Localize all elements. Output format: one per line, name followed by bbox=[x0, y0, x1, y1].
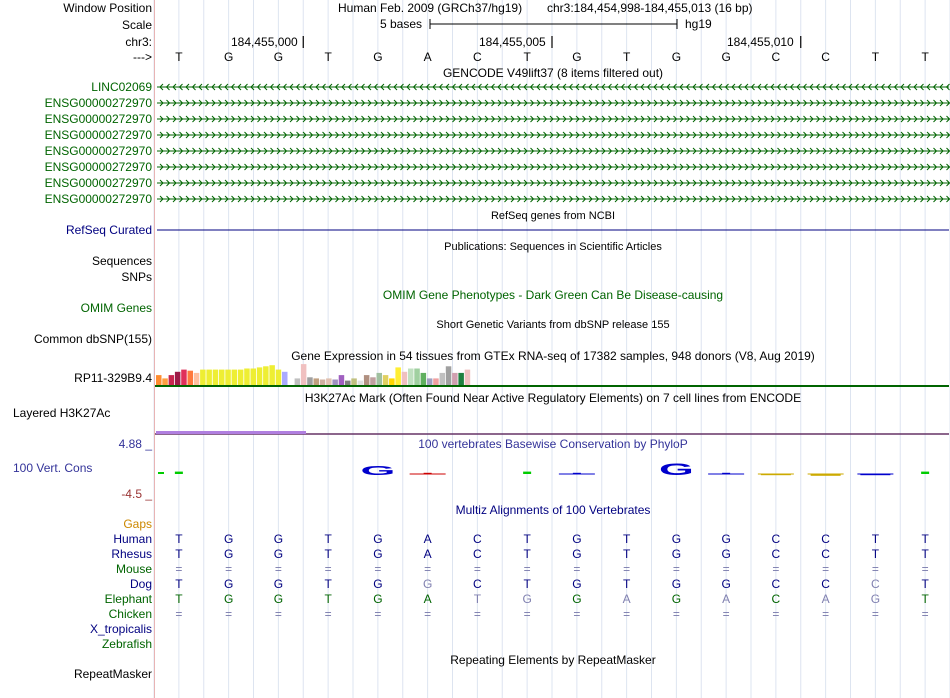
alignment-base: T bbox=[622, 577, 631, 591]
alignment-base: G bbox=[223, 532, 234, 546]
chrom-label: chr3: bbox=[125, 35, 152, 49]
position-text[interactable]: chr3:184,454,998-184,455,013 (16 bp) bbox=[547, 1, 753, 15]
gtex-bar bbox=[383, 375, 389, 385]
conservation-bar bbox=[158, 472, 164, 474]
reference-base: G bbox=[373, 50, 383, 64]
conservation-logo-letter: G bbox=[360, 463, 396, 478]
alignment-base: G bbox=[721, 547, 731, 561]
gtex-bar bbox=[389, 378, 395, 385]
gtex-bar bbox=[307, 377, 313, 385]
reference-base: T bbox=[523, 50, 531, 64]
alignment-base: = bbox=[772, 562, 780, 576]
alignment-base: T bbox=[175, 547, 183, 561]
alignment-base: A bbox=[622, 592, 631, 606]
gtex-bar bbox=[251, 369, 257, 386]
publications-track-title[interactable]: Publications: Sequences in Scientific Articles bbox=[444, 241, 662, 253]
gtex-bar bbox=[219, 370, 225, 385]
gtex-bar bbox=[440, 373, 446, 385]
alignment-base: = bbox=[921, 562, 929, 576]
alignment-base: T bbox=[324, 592, 332, 606]
gtex-bar bbox=[351, 378, 357, 385]
alignment-base: = bbox=[225, 562, 233, 576]
alignment-base: = bbox=[722, 607, 730, 621]
publications-snps-label[interactable]: SNPs bbox=[121, 270, 152, 284]
gtex-bar bbox=[364, 375, 370, 385]
dbsnp-track-title[interactable]: Short Genetic Variants from dbSNP release 155 bbox=[436, 319, 670, 331]
gencode-track-title[interactable]: GENCODE V49lift37 (8 items filtered out) bbox=[442, 66, 664, 80]
gtex-label[interactable]: RP11-329B9.4 bbox=[74, 371, 152, 385]
alignment-base: = bbox=[573, 607, 581, 621]
gtex-bar bbox=[213, 370, 219, 385]
alignment-base: T bbox=[523, 532, 531, 546]
gtex-bar bbox=[257, 367, 263, 385]
alignment-base: = bbox=[324, 607, 332, 621]
h3k27ac-signal bbox=[156, 431, 306, 434]
tick-label-2: 184,455,005 bbox=[479, 35, 546, 49]
alignment-base: G bbox=[373, 592, 383, 606]
alignment-base: = bbox=[473, 562, 481, 576]
gencode-item-label[interactable]: ENSG00000272970 bbox=[44, 144, 152, 158]
gtex-bar bbox=[206, 370, 212, 385]
alignment-base: G bbox=[273, 592, 284, 606]
publications-sequences-label[interactable]: Sequences bbox=[91, 254, 152, 268]
gencode-item-label[interactable]: ENSG00000272970 bbox=[44, 160, 152, 174]
alignment-base: = bbox=[921, 607, 929, 621]
gtex-bar bbox=[452, 373, 458, 385]
conservation-track-title[interactable]: 100 vertebrates Basewise Conservation by PhyloP bbox=[418, 437, 688, 451]
alignment-base: = bbox=[424, 562, 432, 576]
alignment-base: G bbox=[422, 577, 433, 591]
gtex-bar bbox=[402, 372, 408, 385]
dbsnp-label[interactable]: Common dbSNP(155) bbox=[33, 332, 152, 346]
alignment-base: T bbox=[175, 592, 183, 606]
alignment-base: = bbox=[274, 607, 282, 621]
alignment-base: G bbox=[572, 547, 582, 561]
repeatmasker-label[interactable]: RepeatMasker bbox=[73, 667, 152, 681]
reference-base: T bbox=[175, 50, 183, 64]
tick-label-1: 184,455,000 bbox=[231, 35, 298, 49]
refseq-track-title[interactable]: RefSeq genes from NCBI bbox=[490, 210, 616, 222]
species-label[interactable]: Elephant bbox=[104, 592, 152, 606]
gtex-bar bbox=[314, 378, 320, 385]
conservation-max: 4.88 _ bbox=[118, 437, 152, 451]
gtex-bar bbox=[276, 370, 282, 385]
gencode-item-label[interactable]: ENSG00000272970 bbox=[44, 112, 152, 126]
conservation-label[interactable]: 100 Vert. Cons bbox=[13, 461, 93, 475]
alignment-base: C bbox=[771, 592, 781, 606]
gencode-item-label[interactable]: ENSG00000272970 bbox=[44, 96, 152, 110]
label-divider bbox=[154, 0, 155, 698]
alignment-base: G bbox=[671, 592, 682, 606]
alignment-base: = bbox=[274, 562, 282, 576]
alignment-base: T bbox=[523, 547, 531, 561]
reference-base: C bbox=[771, 50, 781, 64]
gtex-bar bbox=[339, 375, 345, 385]
alignment-base: T bbox=[622, 532, 631, 546]
alignment-base: = bbox=[722, 562, 730, 576]
gtex-bar bbox=[175, 372, 181, 385]
reference-base: G bbox=[671, 50, 682, 64]
h3k27ac-track-title[interactable]: H3K27Ac Mark (Often Found Near Active Regulatory Elements) on 7 cell lines from ENCODE bbox=[304, 391, 802, 405]
conservation-bar bbox=[175, 472, 183, 474]
reference-base: A bbox=[423, 50, 432, 64]
alignment-base: T bbox=[473, 592, 482, 606]
alignment-base: A bbox=[722, 592, 731, 606]
alignment-base: = bbox=[225, 607, 233, 621]
alignment-base: G bbox=[273, 577, 284, 591]
alignment-base: G bbox=[373, 532, 383, 546]
reference-base: T bbox=[324, 50, 332, 64]
alignment-base: C bbox=[821, 577, 830, 591]
alignment-base: = bbox=[473, 607, 481, 621]
scale-db: hg19 bbox=[685, 17, 712, 31]
gencode-item-label[interactable]: ENSG00000272970 bbox=[44, 192, 152, 206]
alignment-base: C bbox=[771, 577, 781, 591]
gtex-bar bbox=[156, 375, 162, 385]
alignment-base: = bbox=[623, 562, 631, 576]
alignment-base: = bbox=[822, 607, 830, 621]
species-label[interactable]: Mouse bbox=[115, 562, 152, 576]
alignment-base: T bbox=[871, 547, 880, 561]
alignment-base: = bbox=[822, 562, 830, 576]
gtex-bar bbox=[181, 370, 187, 385]
alignment-base: = bbox=[175, 607, 183, 621]
alignment-base: G bbox=[273, 547, 284, 561]
alignment-base: T bbox=[175, 577, 183, 591]
alignment-base: G bbox=[671, 547, 682, 561]
repeatmasker-track-title[interactable]: Repeating Elements by RepeatMasker bbox=[450, 653, 656, 667]
gtex-bar bbox=[232, 370, 238, 385]
reference-base: T bbox=[921, 50, 929, 64]
gtex-bar bbox=[395, 367, 401, 385]
reference-base: G bbox=[273, 50, 284, 64]
conservation-bar bbox=[523, 472, 531, 474]
alignment-base: = bbox=[871, 607, 879, 621]
alignment-base: A bbox=[423, 592, 432, 606]
gtex-bar bbox=[162, 378, 168, 385]
alignment-base: G bbox=[572, 577, 582, 591]
alignment-base: T bbox=[324, 577, 332, 591]
scale-text: 5 bases bbox=[380, 17, 423, 31]
gtex-bar bbox=[295, 378, 301, 385]
alignment-base: C bbox=[473, 532, 482, 546]
strand-label: ---> bbox=[133, 50, 152, 64]
alignment-base: = bbox=[523, 562, 531, 576]
alignment-base: A bbox=[423, 547, 432, 561]
alignment-base: = bbox=[374, 562, 382, 576]
scale-label: Scale bbox=[121, 18, 152, 32]
alignment-base: C bbox=[871, 577, 880, 591]
gtex-bar bbox=[377, 373, 383, 385]
gaps-label[interactable]: Gaps bbox=[123, 517, 152, 531]
alignment-base: G bbox=[522, 592, 532, 606]
alignment-base: = bbox=[324, 562, 332, 576]
reference-base: G bbox=[223, 50, 234, 64]
reference-base: C bbox=[821, 50, 830, 64]
gtex-bar bbox=[332, 380, 338, 386]
gtex-bar bbox=[188, 371, 194, 385]
species-label[interactable]: Rhesus bbox=[111, 547, 152, 561]
gencode-item-label[interactable]: LINC02069 bbox=[91, 80, 152, 94]
conservation-min: -4.5 _ bbox=[121, 487, 152, 501]
reference-base: G bbox=[572, 50, 582, 64]
alignment-base: C bbox=[473, 577, 482, 591]
gtex-bar bbox=[465, 370, 471, 385]
gencode-item-label[interactable]: ENSG00000272970 bbox=[44, 128, 152, 142]
tick-label-3: 184,455,010 bbox=[727, 35, 794, 49]
omim-track-title[interactable]: OMIM Gene Phenotypes - Dark Green Can Be Disease-causing bbox=[382, 288, 724, 302]
species-label[interactable]: Chicken bbox=[108, 607, 152, 621]
alignment-base: C bbox=[473, 547, 482, 561]
alignment-base: G bbox=[572, 532, 582, 546]
gtex-bar bbox=[169, 375, 175, 385]
alignment-base: T bbox=[921, 547, 929, 561]
reference-base: T bbox=[622, 50, 631, 64]
gtex-bar bbox=[282, 372, 288, 385]
conservation-logo-letter: G bbox=[658, 460, 694, 480]
omim-label[interactable]: OMIM Genes bbox=[80, 301, 152, 315]
gtex-bar bbox=[320, 380, 326, 386]
species-label[interactable]: X_tropicalis bbox=[89, 622, 152, 636]
alignment-base: A bbox=[821, 592, 830, 606]
gtex-bar bbox=[263, 366, 269, 385]
gtex-bar bbox=[446, 366, 452, 385]
gtex-bar bbox=[225, 370, 231, 385]
alignment-base: C bbox=[821, 547, 830, 561]
alignment-base: G bbox=[721, 577, 731, 591]
alignment-base: T bbox=[921, 577, 929, 591]
alignment-base: G bbox=[373, 547, 383, 561]
reference-base: C bbox=[473, 50, 482, 64]
gtex-bar bbox=[433, 378, 439, 385]
alignment-base: G bbox=[671, 532, 682, 546]
gtex-bar bbox=[200, 370, 206, 385]
gtex-bar bbox=[238, 370, 244, 385]
alignment-base: = bbox=[772, 607, 780, 621]
gencode-item-label[interactable]: ENSG00000272970 bbox=[44, 176, 152, 190]
alignment-base: T bbox=[921, 592, 929, 606]
alignment-base: T bbox=[175, 532, 183, 546]
gtex-track-title[interactable]: Gene Expression in 54 tissues from GTEx RNA-seq of 17382 samples, 948 donors (V8, Aug 2019) bbox=[291, 349, 815, 363]
alignment-base: = bbox=[672, 562, 680, 576]
gtex-bar bbox=[421, 373, 427, 385]
multiz-track-title[interactable]: Multiz Alignments of 100 Vertebrates bbox=[455, 503, 651, 517]
alignment-base: G bbox=[223, 592, 234, 606]
alignment-base: = bbox=[424, 607, 432, 621]
gtex-bar bbox=[244, 369, 250, 386]
alignment-base: G bbox=[223, 577, 234, 591]
alignment-base: G bbox=[273, 532, 284, 546]
alignment-base: = bbox=[175, 562, 183, 576]
window-position-label: Window Position bbox=[63, 1, 152, 15]
conservation-bar bbox=[921, 472, 929, 474]
alignment-base: G bbox=[870, 592, 881, 606]
gtex-bar bbox=[414, 369, 420, 386]
refseq-label[interactable]: RefSeq Curated bbox=[65, 223, 152, 237]
h3k27ac-label[interactable]: Layered H3K27Ac bbox=[13, 406, 111, 420]
gtex-bar bbox=[269, 365, 275, 385]
gtex-bar bbox=[345, 381, 351, 385]
alignment-base: G bbox=[572, 592, 582, 606]
alignment-base: = bbox=[523, 607, 531, 621]
alignment-base: C bbox=[771, 532, 781, 546]
alignment-base: = bbox=[871, 562, 879, 576]
alignment-base: C bbox=[821, 532, 830, 546]
gtex-bar bbox=[358, 381, 364, 385]
alignment-base: G bbox=[721, 532, 731, 546]
reference-base: G bbox=[721, 50, 731, 64]
alignment-base: = bbox=[573, 562, 581, 576]
alignment-base: G bbox=[373, 577, 383, 591]
gtex-bar bbox=[326, 378, 332, 385]
alignment-base: T bbox=[523, 577, 531, 591]
alignment-base: T bbox=[324, 532, 332, 546]
alignment-base: G bbox=[671, 577, 682, 591]
gtex-bar bbox=[301, 364, 307, 385]
alignment-base: G bbox=[223, 547, 234, 561]
alignment-base: C bbox=[771, 547, 781, 561]
species-label[interactable]: Zebrafish bbox=[101, 637, 152, 651]
gtex-bar bbox=[194, 373, 200, 385]
gtex-bar bbox=[427, 378, 433, 385]
alignment-base: = bbox=[374, 607, 382, 621]
assembly-text: Human Feb. 2009 (GRCh37/hg19) bbox=[338, 1, 523, 15]
species-label[interactable]: Human bbox=[113, 532, 152, 546]
alignment-base: A bbox=[423, 532, 432, 546]
alignment-base: T bbox=[622, 547, 631, 561]
alignment-base: = bbox=[623, 607, 631, 621]
gtex-bar bbox=[408, 369, 414, 386]
alignment-base: = bbox=[672, 607, 680, 621]
alignment-base: T bbox=[871, 532, 880, 546]
species-label[interactable]: Dog bbox=[129, 577, 152, 591]
reference-base: T bbox=[871, 50, 880, 64]
gtex-bar bbox=[458, 373, 464, 385]
alignment-base: T bbox=[921, 532, 929, 546]
alignment-base: T bbox=[324, 547, 332, 561]
gtex-bar bbox=[370, 377, 376, 385]
